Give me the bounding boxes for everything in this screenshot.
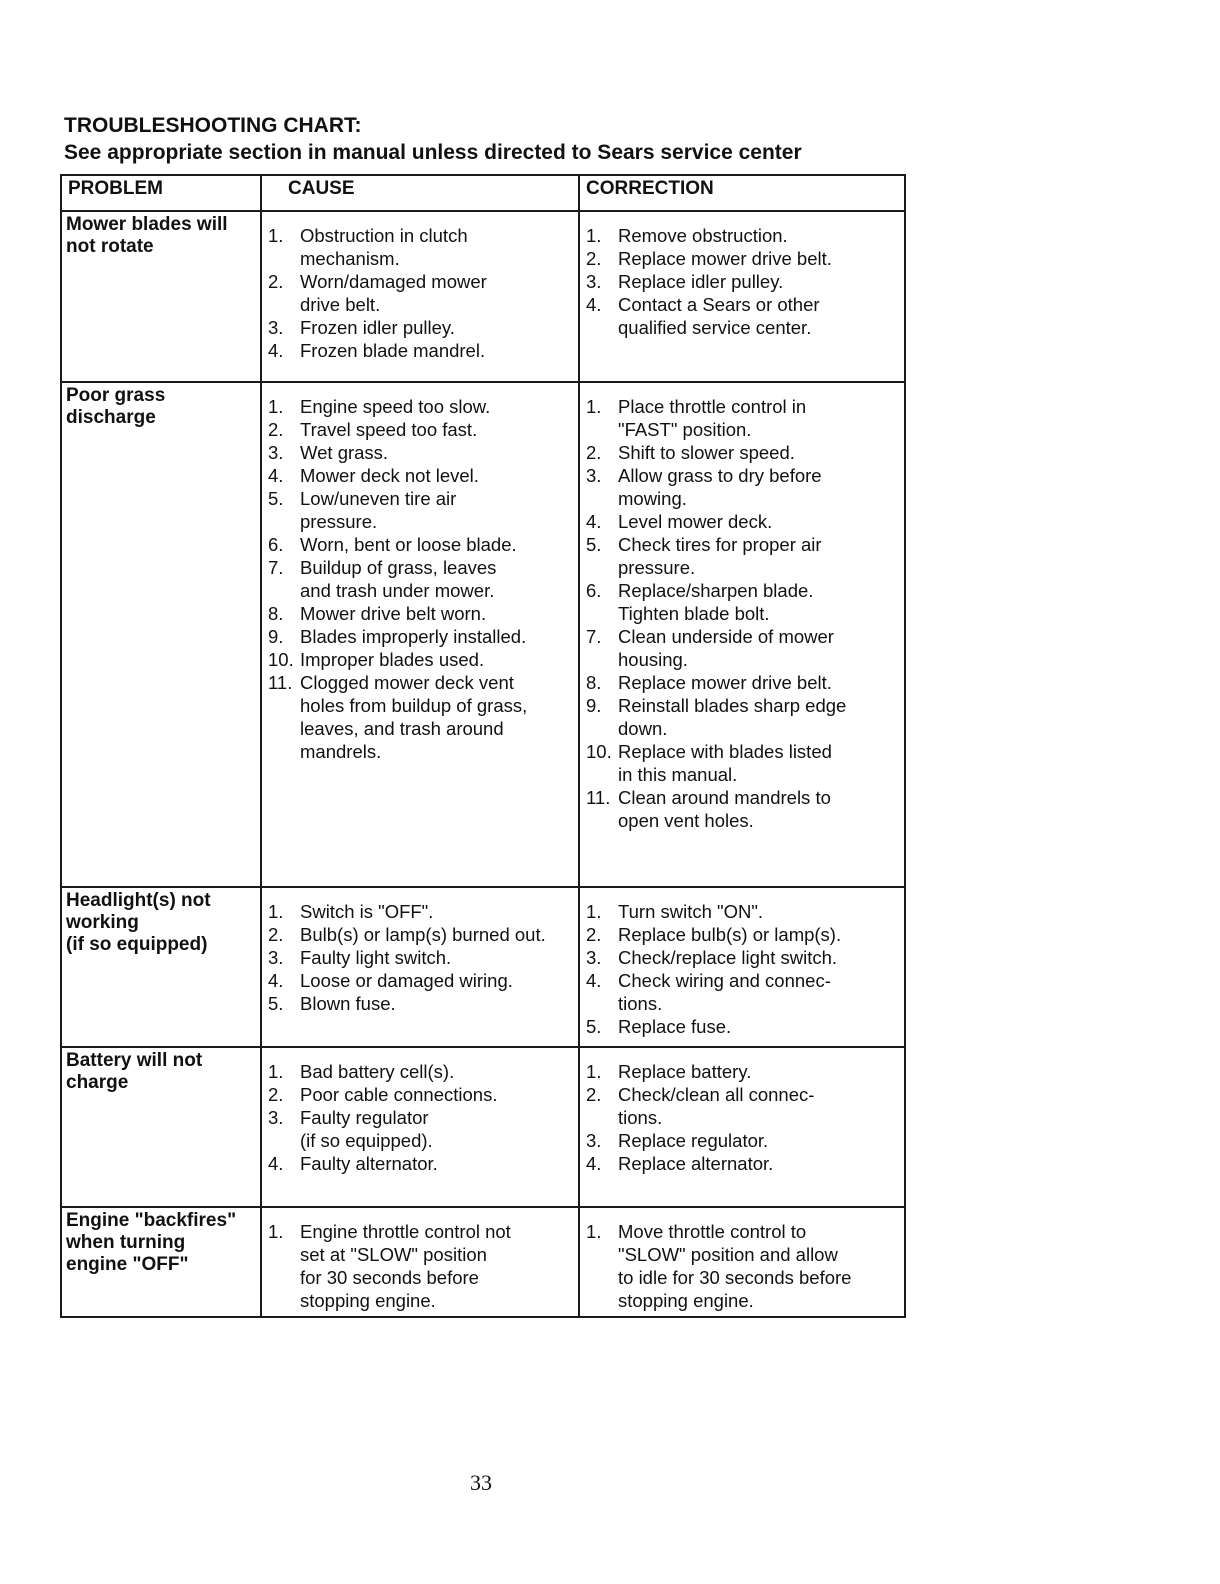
correction-item (586, 946, 900, 969)
cause-item-text: Bulb(s) or lamp(s) burned out. (300, 924, 546, 945)
cause-item (268, 441, 574, 464)
correction-item (586, 464, 900, 510)
cause-cell (261, 1047, 579, 1207)
cause-item-number: 2. (268, 271, 284, 292)
cause-item (268, 992, 574, 1015)
correction-item-number: 3. (586, 465, 602, 486)
correction-item-text: Replace with blades listed in this manual. (618, 741, 832, 785)
correction-item-number: 8. (586, 672, 602, 693)
correction-item-number: 1. (586, 901, 602, 922)
table-row (61, 1207, 905, 1317)
cause-item-text: Wet grass. (300, 442, 389, 463)
correction-item (586, 923, 900, 946)
cause-item-text: Frozen idler pulley. (300, 317, 455, 338)
cause-item-number: 5. (268, 488, 284, 509)
cause-item-number: 1. (268, 1061, 284, 1082)
cause-item-number: 3. (268, 317, 284, 338)
cause-item (268, 418, 574, 441)
correction-item-text: Replace bulb(s) or lamp(s). (618, 924, 842, 945)
correction-item-number: 2. (586, 1084, 602, 1105)
problem-cell (61, 887, 261, 1047)
problem-text: Headlight(s) not working (if so equipped) (66, 890, 211, 955)
cause-item-text: Faulty alternator. (300, 1153, 438, 1174)
correction-item-text: Check/replace light switch. (618, 947, 838, 968)
correction-header: CORRECTION (579, 175, 905, 211)
cause-item-text: Mower deck not level. (300, 465, 479, 486)
cause-item-text: Buildup of grass, leaves and trash under mower. (300, 557, 497, 601)
cause-item-number: 1. (268, 901, 284, 922)
correction-item (586, 625, 900, 671)
cause-item-number: 4. (268, 1153, 284, 1174)
correction-item-number: 2. (586, 924, 602, 945)
cause-item-number: 2. (268, 419, 284, 440)
cause-item (268, 1152, 574, 1175)
problem-header: PROBLEM (61, 175, 261, 211)
correction-item-number: 6. (586, 580, 602, 601)
cause-item-text: Blades improperly installed. (300, 626, 527, 647)
cause-item (268, 625, 574, 648)
page-number: 33 (470, 1470, 492, 1495)
correction-cell (579, 1047, 905, 1207)
cause-item-number: 4. (268, 465, 284, 486)
correction-item (586, 1015, 900, 1038)
correction-item-number: 3. (586, 271, 602, 292)
cause-item-text: Bad battery cell(s). (300, 1061, 455, 1082)
correction-item-number: 7. (586, 626, 602, 647)
cause-item-text: Frozen blade mandrel. (300, 340, 486, 361)
correction-item-number: 4. (586, 294, 602, 315)
cause-item (268, 1106, 574, 1152)
correction-item-number: 2. (586, 442, 602, 463)
problem-cell (61, 1047, 261, 1207)
cause-item-text: Low/uneven tire air pressure. (300, 488, 457, 532)
cause-item (268, 671, 574, 763)
cause-item-text: Switch is "OFF". (300, 901, 434, 922)
correction-item (586, 1060, 900, 1083)
correction-item (586, 900, 900, 923)
cause-item-number: 4. (268, 970, 284, 991)
correction-item (586, 224, 900, 247)
cause-item (268, 224, 574, 270)
cause-item (268, 556, 574, 602)
correction-item-number: 4. (586, 1153, 602, 1174)
correction-item-text: Replace idler pulley. (618, 271, 784, 292)
header-row (61, 175, 905, 211)
cause-item-text: Worn, bent or loose blade. (300, 534, 517, 555)
problem-text: Battery will not charge (66, 1050, 203, 1093)
correction-item (586, 1220, 900, 1312)
correction-item-text: Remove obstruction. (618, 225, 788, 246)
cause-item (268, 602, 574, 625)
cause-item-number: 1. (268, 1221, 284, 1242)
problem-text: Engine "backfires" when turning engine "OFF" (66, 1210, 237, 1275)
correction-item (586, 694, 900, 740)
cause-item-text: Blown fuse. (300, 993, 396, 1014)
correction-item (586, 293, 900, 339)
problem-text: Mower blades will not rotate (66, 214, 228, 257)
cause-item-number: 9. (268, 626, 284, 647)
table-row (61, 887, 905, 1047)
correction-item (586, 510, 900, 533)
cause-item (268, 648, 574, 671)
cause-item-number: 11. (268, 672, 293, 693)
table-row (61, 211, 905, 382)
cause-item (268, 900, 574, 923)
correction-cell (579, 1207, 905, 1317)
cause-item (268, 487, 574, 533)
correction-cell (579, 887, 905, 1047)
cause-item-number: 1. (268, 396, 284, 417)
correction-item-number: 4. (586, 511, 602, 532)
cause-item-number: 5. (268, 993, 284, 1014)
correction-item-number: 3. (586, 1130, 602, 1151)
cause-item (268, 1083, 574, 1106)
correction-item-text: Replace battery. (618, 1061, 752, 1082)
correction-item-number: 3. (586, 947, 602, 968)
correction-item-text: Move throttle control to "SLOW" position and allow to idle for 30 seconds before stopping engine. (618, 1221, 852, 1311)
correction-cell (579, 382, 905, 887)
correction-item (586, 969, 900, 1015)
cause-item (268, 270, 574, 316)
problem-cell (61, 382, 261, 887)
cause-item-text: Faulty light switch. (300, 947, 452, 968)
cause-item-text: Clogged mower deck vent holes from buildup of grass, leaves, and trash around mandrels. (300, 672, 528, 762)
cause-item-text: Poor cable connections. (300, 1084, 498, 1105)
correction-item-text: Turn switch "ON". (618, 901, 764, 922)
chart-subtitle: See appropriate section in manual unless directed to Sears service center (64, 141, 802, 164)
cause-item-number: 7. (268, 557, 284, 578)
correction-item-number: 5. (586, 1016, 602, 1037)
cause-item-number: 2. (268, 1084, 284, 1105)
correction-item (586, 395, 900, 441)
correction-item (586, 1129, 900, 1152)
cause-item-text: Improper blades used. (300, 649, 485, 670)
correction-item-text: Level mower deck. (618, 511, 773, 532)
correction-item (586, 740, 900, 786)
cause-item-number: 6. (268, 534, 284, 555)
cause-cell (261, 382, 579, 887)
cause-item (268, 533, 574, 556)
correction-item-number: 4. (586, 970, 602, 991)
correction-item-text: Allow grass to dry before mowing. (618, 465, 822, 509)
cause-item-text: Mower drive belt worn. (300, 603, 487, 624)
cause-item-number: 2. (268, 924, 284, 945)
cause-item (268, 946, 574, 969)
cause-item-text: Worn/damaged mower drive belt. (300, 271, 487, 315)
cause-item (268, 395, 574, 418)
correction-cell (579, 211, 905, 382)
correction-item-number: 10. (586, 741, 612, 762)
correction-item (586, 786, 900, 832)
correction-item-number: 1. (586, 1061, 602, 1082)
correction-item (586, 270, 900, 293)
cause-item-text: Engine speed too slow. (300, 396, 491, 417)
correction-item-number: 1. (586, 396, 602, 417)
troubleshooting-table (60, 174, 906, 1318)
correction-item-text: Place throttle control in "FAST" position. (618, 396, 807, 440)
cause-item-number: 3. (268, 442, 284, 463)
correction-item-text: Reinstall blades sharp edge down. (618, 695, 847, 739)
correction-item (586, 247, 900, 270)
correction-item-text: Clean underside of mower housing. (618, 626, 834, 670)
correction-item-text: Contact a Sears or other qualified service center. (618, 294, 820, 338)
correction-item (586, 1083, 900, 1129)
problem-cell (61, 211, 261, 382)
table-row (61, 1047, 905, 1207)
cause-item-text: Faulty regulator (if so equipped). (300, 1107, 433, 1151)
cause-item-number: 1. (268, 225, 284, 246)
correction-item-text: Check wiring and connec- tions. (618, 970, 831, 1014)
correction-item-text: Check/clean all connec- tions. (618, 1084, 815, 1128)
cause-item-text: Travel speed too fast. (300, 419, 478, 440)
correction-item-number: 5. (586, 534, 602, 555)
cause-cell (261, 211, 579, 382)
correction-item-number: 11. (586, 787, 611, 808)
problem-cell (61, 1207, 261, 1317)
problem-text: Poor grass discharge (66, 385, 166, 428)
correction-item-text: Replace/sharpen blade. Tighten blade bolt. (618, 580, 814, 624)
correction-item-number: 1. (586, 1221, 602, 1242)
correction-item-text: Clean around mandrels to open vent holes. (618, 787, 831, 831)
cause-item-number: 10. (268, 649, 294, 670)
correction-item (586, 579, 900, 625)
correction-item-text: Shift to slower speed. (618, 442, 795, 463)
cause-cell (261, 1207, 579, 1317)
cause-item (268, 339, 574, 362)
correction-item (586, 533, 900, 579)
cause-item (268, 923, 574, 946)
correction-item-text: Replace fuse. (618, 1016, 732, 1037)
cause-item-number: 3. (268, 947, 284, 968)
cause-item-text: Loose or damaged wiring. (300, 970, 513, 991)
correction-item (586, 671, 900, 694)
correction-item-text: Replace alternator. (618, 1153, 774, 1174)
cause-item-text: Engine throttle control not set at "SLOW" position for 30 seconds before stopping engine. (300, 1221, 511, 1311)
table-row (61, 382, 905, 887)
correction-item-text: Check tires for proper air pressure. (618, 534, 822, 578)
cause-header: CAUSE (261, 175, 579, 211)
correction-item-number: 1. (586, 225, 602, 246)
cause-item-number: 3. (268, 1107, 284, 1128)
correction-item (586, 441, 900, 464)
correction-item-number: 9. (586, 695, 602, 716)
cause-item-number: 4. (268, 340, 284, 361)
chart-title: TROUBLESHOOTING CHART: (64, 114, 362, 137)
correction-item (586, 1152, 900, 1175)
cause-item (268, 1060, 574, 1083)
cause-item-text: Obstruction in clutch mechanism. (300, 225, 468, 269)
correction-item-number: 2. (586, 248, 602, 269)
cause-cell (261, 887, 579, 1047)
cause-item (268, 464, 574, 487)
correction-item-text: Replace mower drive belt. (618, 672, 832, 693)
correction-item-text: Replace regulator. (618, 1130, 769, 1151)
correction-item-text: Replace mower drive belt. (618, 248, 832, 269)
cause-item (268, 969, 574, 992)
cause-item (268, 1220, 574, 1312)
cause-item-number: 8. (268, 603, 284, 624)
cause-item (268, 316, 574, 339)
